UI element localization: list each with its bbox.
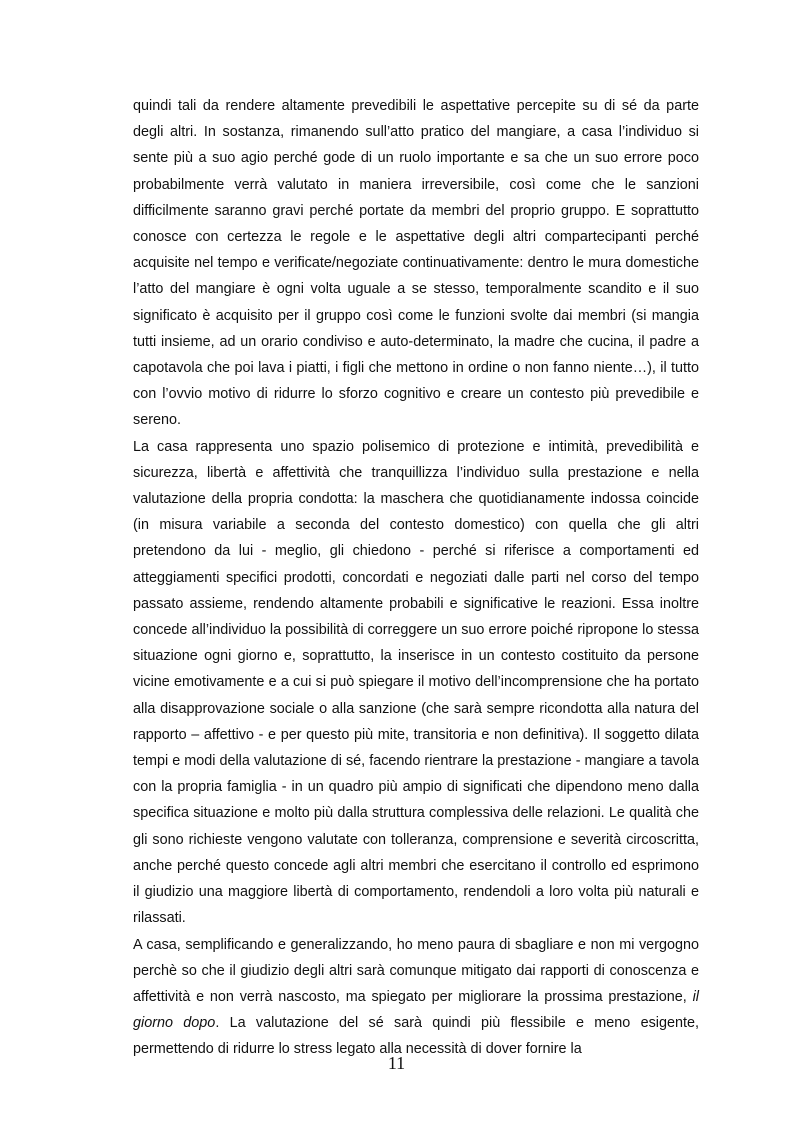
paragraph-1: quindi tali da rendere altamente prevedibili le aspettative percepite su di sé da parte degli altri. In sostanza, rimanendo sull’atto pratico del mangiare, a casa l’individuo si sente più a suo agio perché gode di un ruolo importante e sa che un suo errore poco probabilmente verrà valutato in maniera irreversibile, così come che le sanzioni difficilmente saranno gravi perché portate da membri del proprio gruppo. E soprattutto conosce con certezza le regole e le aspettative degli altri compartecipanti perché acquisite nel tempo e verificate/negoziate continuativamente: dentro le mura domestiche l’atto del mangiare è ogni volta uguale a se stesso, temporalmente scandito e il suo significato è acquisito per il gruppo così come le funzioni svolte dai membri (si mangia tutti insieme, ad un orario condiviso e auto-determinato, la madre che cucina, il padre a capotavola che poi lava i piatti, i figli che mettono in ordine o non fanno niente…), il tutto con l’ovvio motivo di ridurre lo sforzo cognitivo e creare un contesto più prevedibile e sereno. [133, 98, 699, 429]
paragraph-2: La casa rappresenta uno spazio polisemico di protezione e intimità, prevedibilità e sicurezza, libertà e affettività che tranquillizza l’individuo sulla prestazione e nella valutazione della propria condotta: la maschera che quotidianamente indossa coincide (in misura variabile a seconda del contesto domestico) con quella che gli altri pretendono da lui - meglio, gli chiedono - perché si riferisce a comportamenti ed atteggiamenti specifici prodotti, concordati e negoziati dalle parti nel corso del tempo passato assieme, rendendo altamente probabili e significative le reazioni. Essa inoltre concede all’individuo la possibilità di correggere un suo errore poiché ripropone lo stessa situazione ogni giorno e, soprattutto, la inserisce in un contesto costituito da persone vicine emotivamente e a cui si può spiegare il motivo dell’incomprensione che ha portato alla disapprovazione sociale o alla sanzione (che sarà sempre ricondotta alla natura del rapporto – affettivo - e per questo più mite, transitoria e non definitiva). Il soggetto dilata tempi e modi della valutazione di sé, facendo rientrare la prestazione - mangiare a tavola con la propria famiglia - in un quadro più ampio di significati che dipendono meno dalla specifica situazione e molto più dalla struttura complessiva delle relazioni. Le qualità che gli sono richieste vengono valutate con tolleranza, comprensione e severità circoscritta, anche perché questo concede agli altri membri che esercitano il controllo ed esprimono il giudizio una maggiore libertà di comportamento, rendendoli a loro volta più naturali e rilassati. [133, 438, 699, 927]
page-number: 11 [387, 1053, 406, 1073]
italic-phrase: il giorno dopo [133, 988, 699, 1032]
paragraph-3-start: A casa, semplificando e generalizzando, ho meno paura di sbagliare e non mi vergogno perchè so che il giudizio degli altri sarà comunque mitigato dai rapporti di conoscenza e affettività e non verrà nascosto, ma spiegato per migliorare la prossima prestazione, [133, 936, 699, 1005]
paragraph-3 [133, 932, 699, 1063]
paragraph-3-end: . La valutazione del sé sarà quindi più flessibile e meno esigente, permettendo di ridurre lo stress legato alla necessità di dover fornire la [133, 1015, 699, 1058]
body-text [133, 93, 699, 1063]
